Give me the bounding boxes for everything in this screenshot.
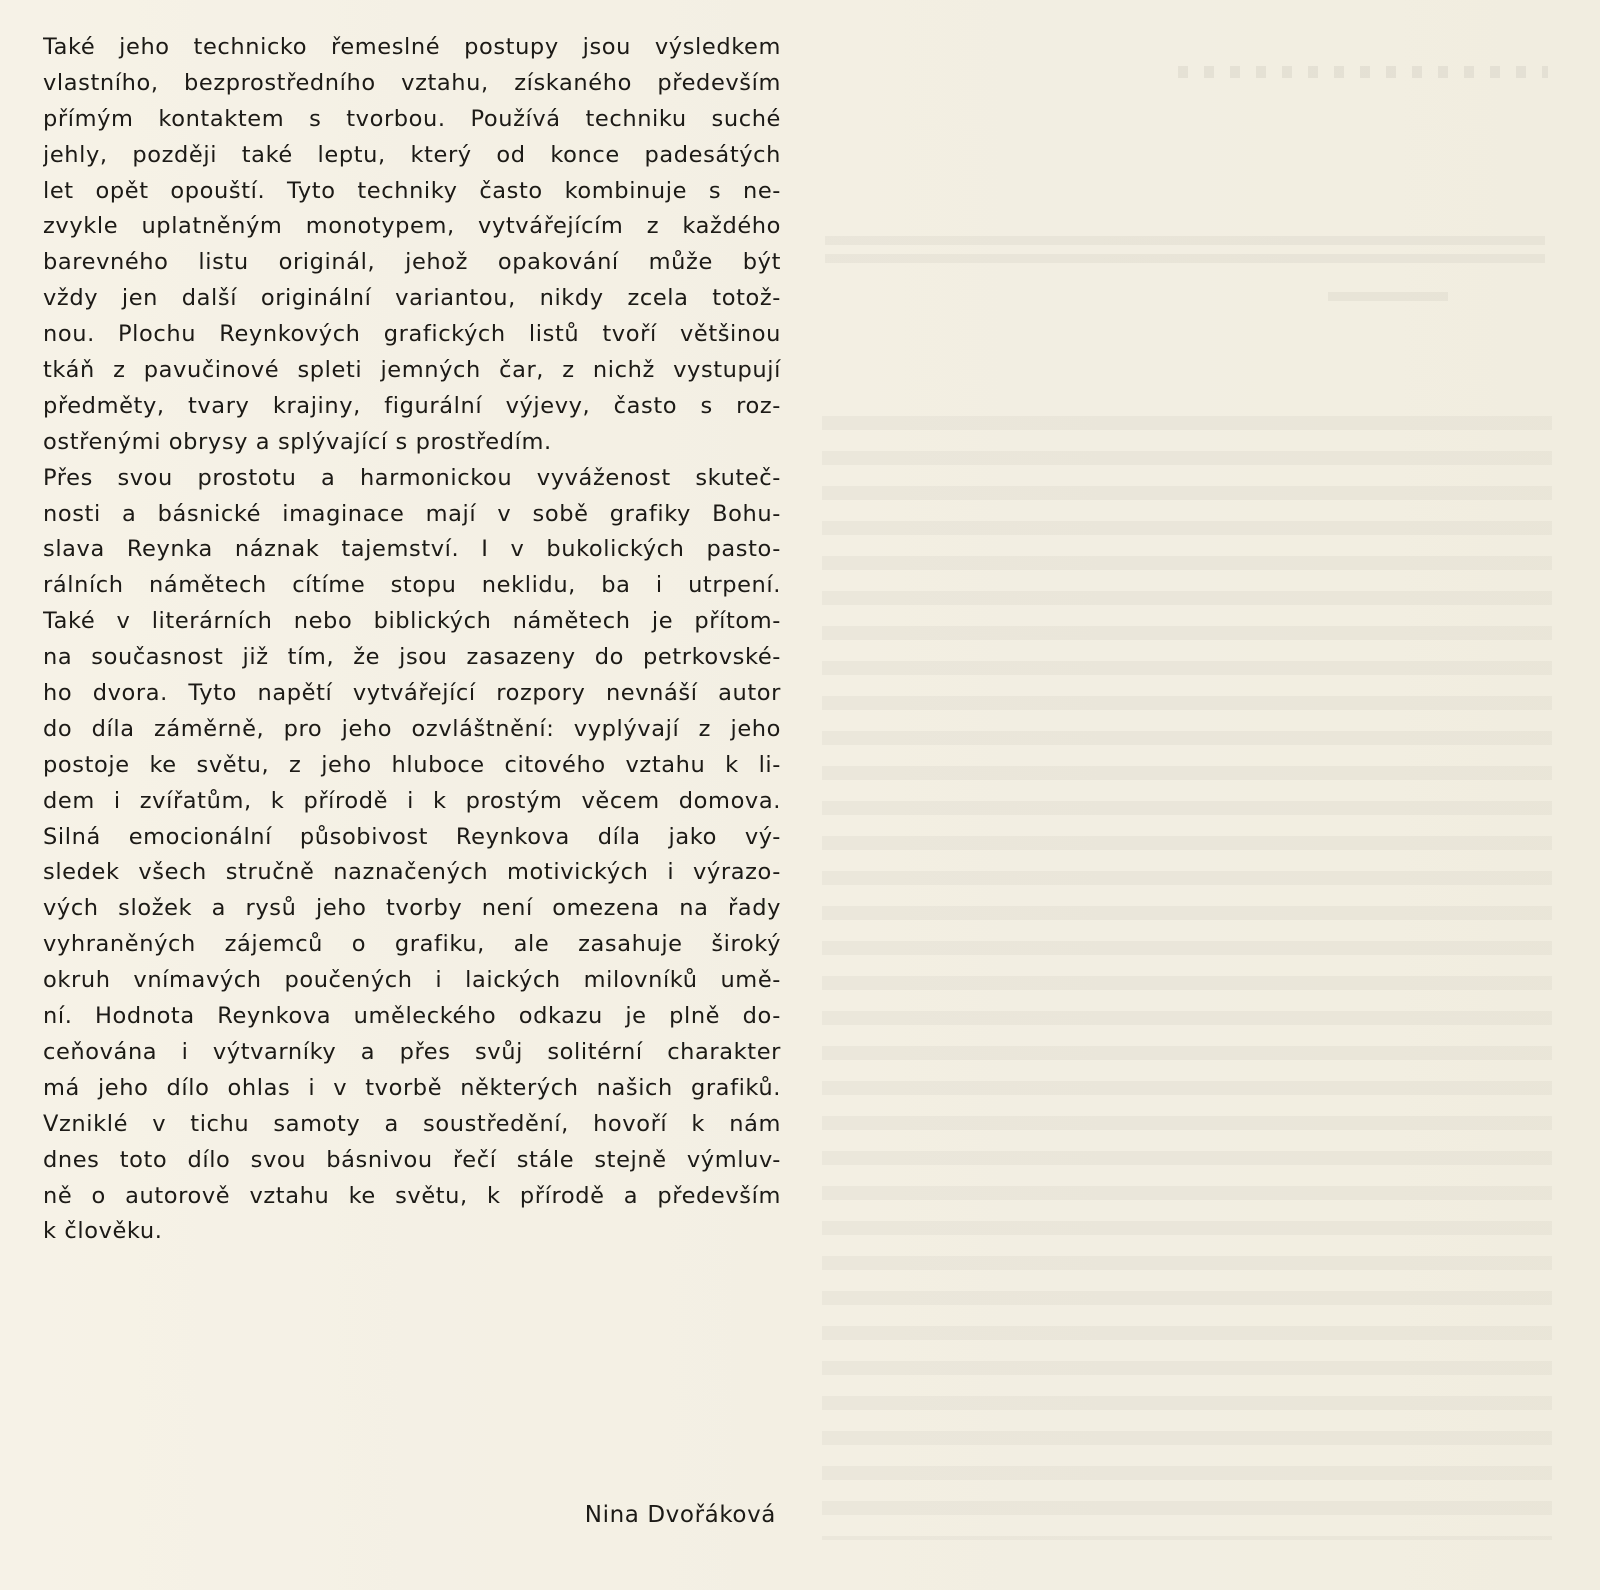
reverse-page-bleed-citation — [1328, 292, 1448, 301]
reverse-page-bleed-heading — [1178, 66, 1548, 78]
text-line: slava Reynka náznak tajemství. I v bukolických pasto- — [43, 536, 781, 563]
text-line: Také jeho technicko řemeslné postupy jsou výsledkem — [43, 34, 781, 60]
text-line: ní. Hodnota Reynkova uměleckého odkazu je plně do- — [43, 1003, 781, 1030]
text-line: ho dvora. Tyto napětí vytvářející rozpory nevnáší autor — [43, 680, 781, 707]
text-line: dnes toto dílo svou básnivou řečí stále stejně výmluv- — [43, 1146, 781, 1173]
reverse-page-bleed-column — [822, 400, 1552, 1540]
text-line: let opět opouští. Tyto techniky často kombinuje s ne- — [43, 177, 781, 204]
text-line: barevného listu originál, jehož opakování může být — [43, 249, 781, 276]
text-line: postoje ke světu, z jeho hluboce citového vztahu k li- — [43, 751, 781, 778]
text-line: Také v literárních nebo biblických námětech je přítom- — [43, 608, 781, 635]
text-line: dem i zvířatům, k přírodě i k prostým věcem domova. — [43, 787, 781, 814]
text-line: předměty, tvary krajiny, figurální výjevy, často s roz- — [43, 392, 781, 419]
text-line: do díla záměrně, pro jeho ozvláštnění: vyplývají z jeho — [43, 715, 781, 742]
article-body — [43, 30, 781, 1250]
reverse-page-bleed-quote — [825, 236, 1545, 272]
text-line: na současnost již tím, že jsou zasazeny do petrkovské- — [43, 644, 781, 671]
text-line: sledek všech stručně naznačených motivických i výrazo- — [43, 859, 781, 886]
text-line: ceňována i výtvarníky a přes svůj solitérní charakter — [43, 1038, 781, 1065]
text-line: Přes svou prostotu a harmonickou vyváženost skuteč- — [43, 464, 781, 491]
text-line: má jeho dílo ohlas i v tvorbě některých našich grafiků. — [43, 1074, 781, 1101]
text-line: ně o autorově vztahu ke světu, k přírodě a především — [43, 1182, 781, 1209]
text-line: ostřenými obrysy a splývající s prostředím. — [43, 428, 552, 455]
text-line: rálních námětech cítíme stopu neklidu, ba i utrpení. — [43, 572, 781, 599]
text-line: k člověku. — [43, 1218, 163, 1245]
text-line: Silná emocionální působivost Reynkova díla jako vý- — [43, 823, 781, 850]
text-line: zvykle uplatněným monotypem, vytvářejícím z každého — [43, 213, 781, 240]
text-line: vždy jen další originální variantou, nikdy zcela totož- — [43, 285, 781, 312]
text-line: nosti a básnické imaginace mají v sobě grafiky Bohu- — [43, 500, 781, 527]
text-line: jehly, později také leptu, který od konce padesátých — [43, 141, 781, 168]
text-line: Vzniklé v tichu samoty a soustředění, hovoří k nám — [43, 1110, 781, 1137]
text-line: přímým kontaktem s tvorbou. Používá techniku suché — [43, 105, 781, 132]
text-line: nou. Plochu Reynkových grafických listů tvoří většinou — [43, 321, 781, 348]
text-line: tkáň z pavučinové spleti jemných čar, z nichž vystupují — [43, 357, 781, 384]
text-line: okruh vnímavých poučených i laických milovníků umě- — [43, 967, 781, 994]
text-line: vyhraněných zájemců o grafiku, ale zasahuje široký — [43, 931, 781, 958]
text-line: vých složek a rysů jeho tvorby není omezena na řady — [43, 895, 781, 922]
text-line: vlastního, bezprostředního vztahu, získaného především — [43, 69, 781, 96]
author-signature: Nina Dvořáková — [584, 1502, 776, 1528]
